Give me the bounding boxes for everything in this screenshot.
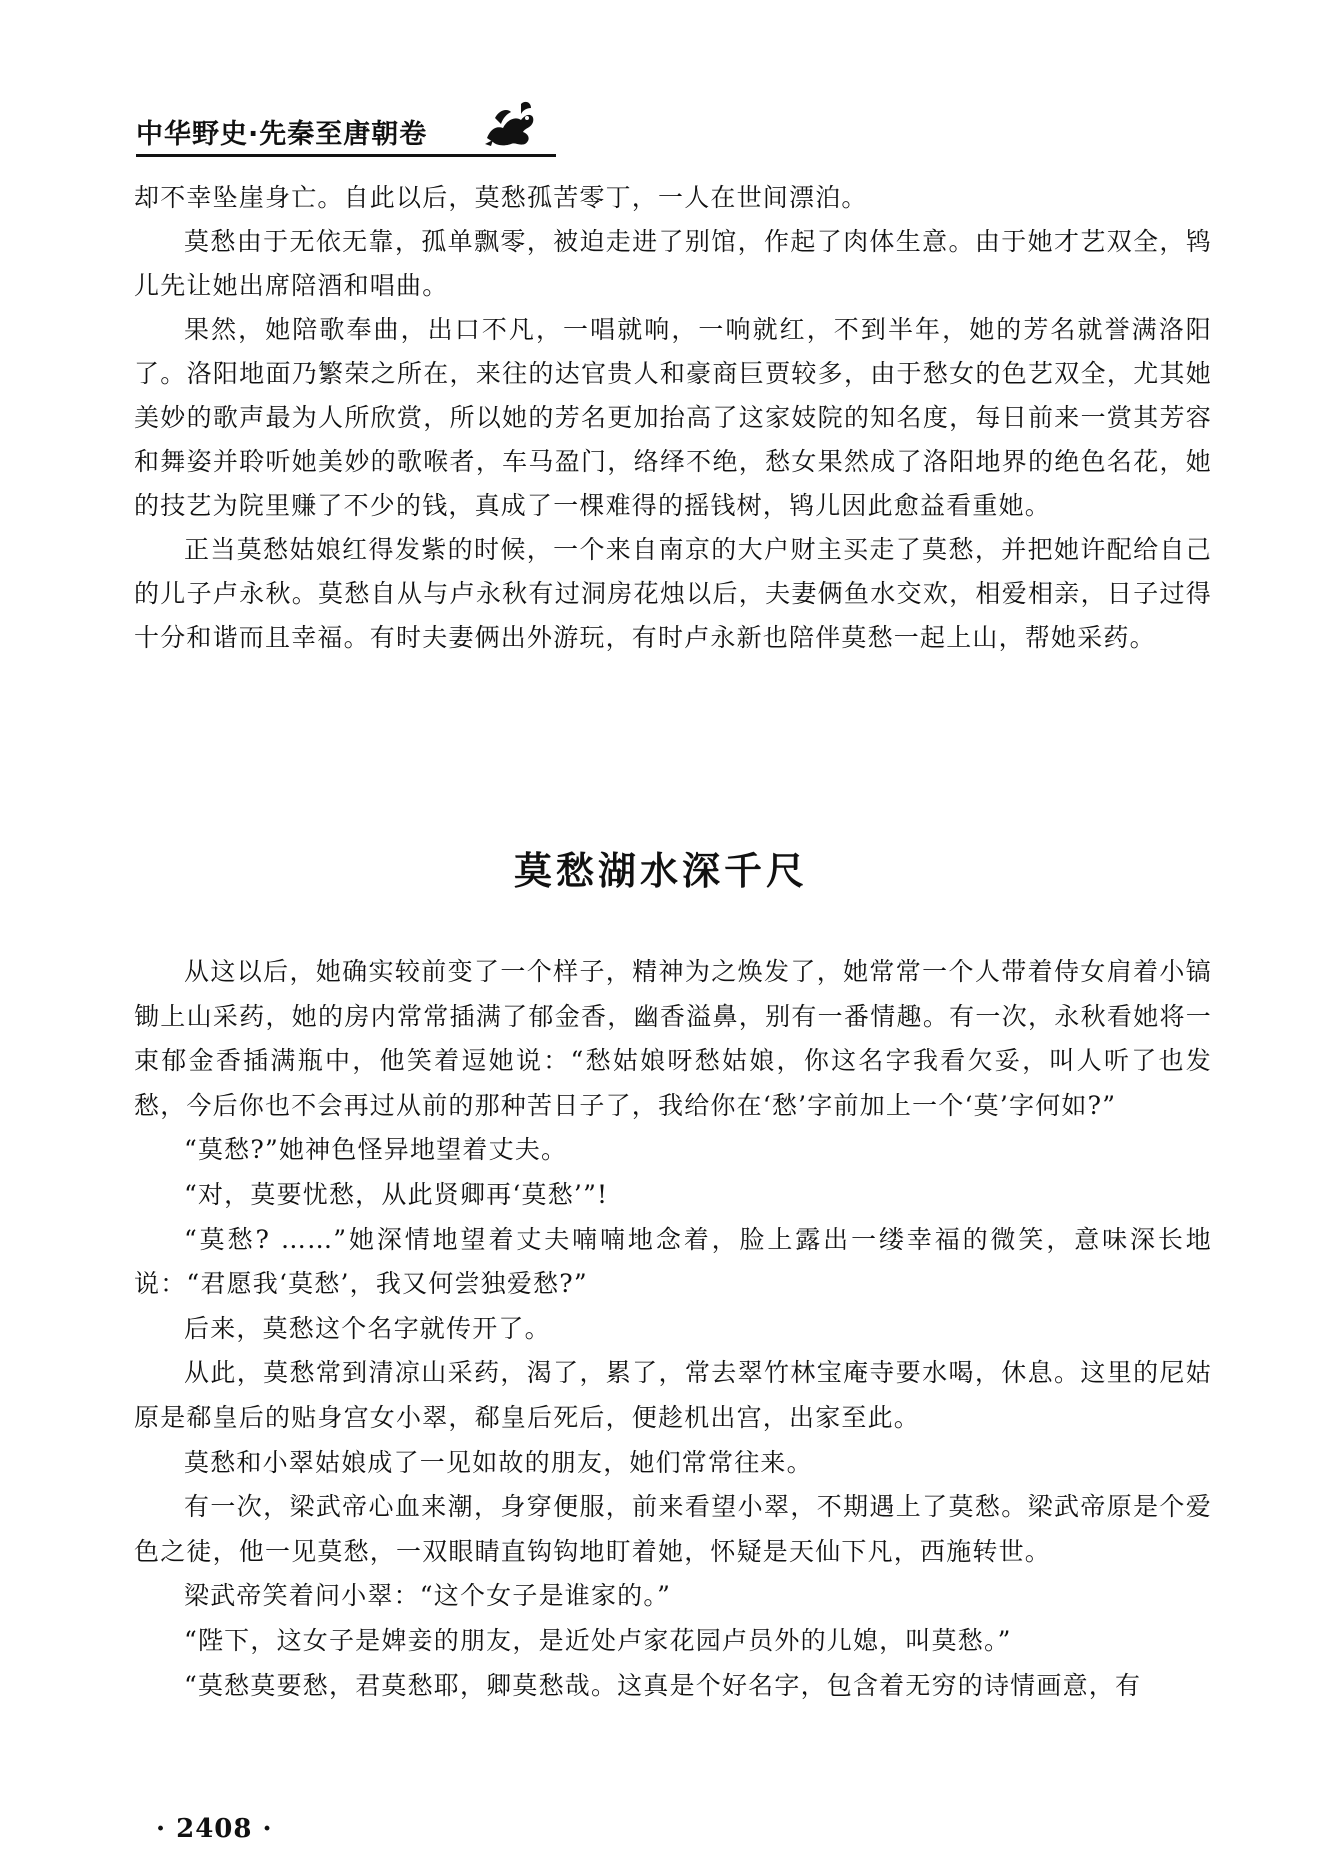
body-text-top [134, 176, 1212, 660]
paragraph: 却不幸坠崖身亡。自此以后，莫愁孤苦零丁，一人在世间漂泊。 [134, 183, 868, 212]
paragraph: 莫愁由于无依无靠，孤单飘零，被迫走进了别馆，作起了肉体生意。由于她才艺双全，鸨儿先让她出席陪酒和唱曲。 [134, 227, 1212, 300]
paragraph: “莫愁? ……”她深情地望着丈夫喃喃地念着，脸上露出一缕幸福的微笑，意味深长地说：“君愿我‘莫愁’，我又何尝独爱愁?” [134, 1224, 1212, 1299]
paragraph: 果然，她陪歌奉曲，出口不凡，一唱就响，一响就红，不到半年，她的芳名就誉满洛阳了。洛阳地面乃繁荣之所在，来往的达官贵人和豪商巨贾较多，由于愁女的色艺双全，尤其她美妙的歌声最为人所欣赏，所以她的芳名更加抬高了这家妓院的知名度，每日前来一赏其芳容和舞姿并聆听她美妙的歌喉者，车马盈门，络绎不绝，愁女果然成了洛阳地界的绝色名花，她的技艺为院里赚了不少的钱，真成了一棵难得的摇钱树，鸨儿因此愈益看重她。 [134, 315, 1212, 520]
page-number: · 2408 · [156, 1814, 273, 1844]
paragraph: 后来，莫愁这个名字就传开了。 [184, 1313, 551, 1343]
paragraph: “对，莫要忧愁，从此贤卿再‘莫愁’”! [184, 1179, 609, 1209]
section-heading: 莫愁湖水深千尺 [513, 849, 808, 893]
paragraph: 莫愁和小翠姑娘成了一见如故的朋友，她们常常往来。 [184, 1447, 813, 1477]
header-rule [136, 154, 556, 157]
paragraph: 从这以后，她确实较前变了一个样子，精神为之焕发了，她常常一个人带着侍女肩着小镐锄上山采药，她的房内常常插满了郁金香，幽香溢鼻，别有一番情趣。有一次，永秋看她将一束郁金香插满瓶中，他笑着逗她说：“愁姑娘呀愁姑娘，你这名字我看欠妥，叫人听了也发愁，今后你也不会再过从前的那种苦日子了，我给你在‘愁’字前加上一个‘莫’字何如?” [134, 957, 1212, 1120]
dragon-emblem-icon [481, 98, 539, 148]
paragraph: 梁武帝笑着问小翠：“这个女子是谁家的。” [184, 1581, 672, 1611]
paragraph: “莫愁莫要愁，君莫愁耶，卿莫愁哉。这真是个好名字，包含着无穷的诗情画意，有 [184, 1670, 1142, 1700]
paragraph: 从此，莫愁常到清凉山采药，渴了，累了，常去翠竹林宝庵寺要水喝，休息。这里的尼姑原是郗皇后的贴身宫女小翠，郗皇后死后，便趁机出宫，出家至此。 [134, 1358, 1212, 1432]
paragraph: 正当莫愁姑娘红得发紫的时候，一个来自南京的大户财主买走了莫愁，并把她许配给自己的儿子卢永秋。莫愁自从与卢永秋有过洞房花烛以后，夫妻俩鱼水交欢，相爱相亲，日子过得十分和谐而且幸福。有时夫妻俩出外游玩，有时卢永新也陪伴莫愁一起上山，帮她采药。 [134, 535, 1212, 652]
paragraph: 有一次，梁武帝心血来潮，身穿便服，前来看望小翠，不期遇上了莫愁。梁武帝原是个爱色之徒，他一见莫愁，一双眼睛直钩钩地盯着她，怀疑是天仙下凡，西施转世。 [134, 1492, 1212, 1566]
paragraph: “莫愁?”她神色怪异地望着丈夫。 [184, 1135, 568, 1165]
paragraph: “陛下，这女子是婢妾的朋友，是近处卢家花园卢员外的儿媳，叫莫愁。” [184, 1625, 1012, 1655]
running-header [136, 112, 556, 158]
body-text-bottom [134, 950, 1212, 1708]
book-series-title: 中华野史·先秦至唐朝卷 [136, 119, 428, 150]
